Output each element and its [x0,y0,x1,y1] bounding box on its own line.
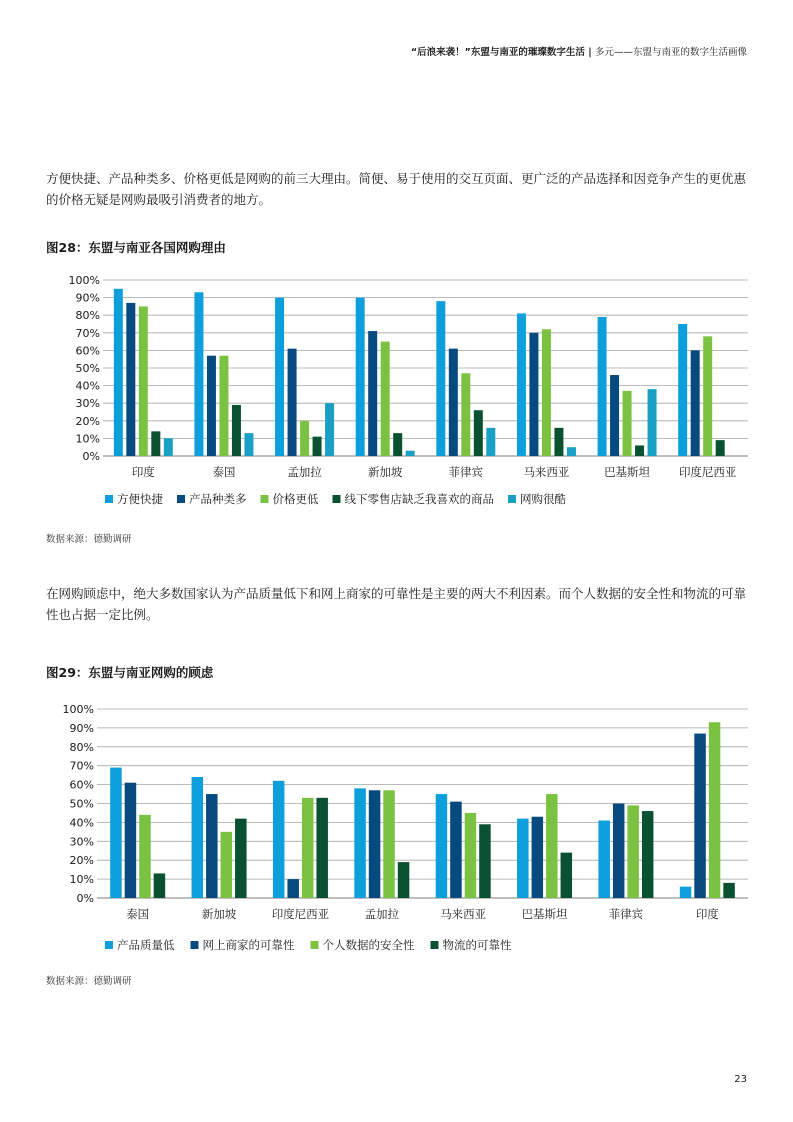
bar [313,437,322,456]
bar [479,824,491,898]
legend-swatch [177,495,185,503]
bar [383,790,395,898]
bar [125,783,137,898]
y-tick-label: 10% [69,873,94,887]
y-tick-label: 60% [69,778,94,792]
legend-swatch [191,941,199,949]
bar [691,350,700,456]
bar [368,331,377,456]
bar [627,805,639,898]
bar [114,289,123,456]
y-tick-label: 30% [75,397,100,411]
bar [648,389,657,456]
bar [302,798,314,898]
bar [232,405,241,456]
figure28-svg [40,268,760,518]
bar [610,375,619,456]
bar [381,342,390,456]
bar [642,811,654,898]
bar [164,438,173,456]
bar [110,768,122,898]
bar [532,817,544,898]
bar [461,373,470,456]
figure29-chart [40,698,760,963]
bar [151,431,160,456]
x-category-label: 新加坡 [201,907,237,921]
paragraph-online-shopping-concerns: 在网购顾虑中，绝大多数国家认为产品质量低下和网上商家的可靠性是主要的两大不利因素。而个人数据的安全性和物流的可靠性也占据一定比例。 [46,586,747,622]
legend-swatch [431,941,439,949]
page-number: 23 [734,1074,747,1085]
bar [288,349,297,456]
bar [561,853,573,898]
bar [598,317,607,456]
x-category-label: 印度尼西亚 [678,465,737,479]
bar [219,356,228,456]
x-category-label: 马来西亚 [523,465,570,479]
bar [207,356,216,456]
bar [235,819,247,898]
bar [406,451,415,456]
bar [300,421,309,456]
x-category-label: 菲律宾 [448,465,484,479]
y-tick-label: 70% [75,326,100,340]
legend-swatch [105,495,113,503]
bar [273,781,285,898]
x-category-label: 泰国 [212,465,236,479]
bar [206,794,218,898]
x-category-label: 巴基斯坦 [521,907,568,921]
bar [139,815,151,898]
header-title: “后浪来袭！”东盟与南亚的璀璨数字生活 [410,47,585,58]
x-category-label: 新加坡 [367,465,403,479]
y-tick-label: 40% [75,379,100,393]
legend-swatch [508,495,516,503]
bar [680,887,692,898]
legend-swatch [311,941,319,949]
paragraph-online-shopping-reasons: 方便快捷、产品种类多、价格更低是网购的前三大理由。简便、易于使用的交互页面、更广泛的产品选择和因竞争产生的更优惠的价格无疑是网购最吸引消费者的地方。 [46,171,747,207]
y-tick-label: 100% [62,703,94,716]
bar [709,722,721,898]
bar [316,798,328,898]
bar [517,313,526,456]
y-tick-label: 100% [68,274,100,287]
bar [126,303,135,456]
bar [598,821,610,898]
bar [221,832,233,898]
bar [486,428,495,456]
figure29-source: 数据来源：德勤调研 [46,976,132,987]
x-category-label: 马来西亚 [440,907,487,921]
bar [449,349,458,456]
y-tick-label: 0% [76,892,94,905]
legend-swatch [333,495,341,503]
y-tick-label: 90% [69,721,94,735]
bar [716,440,725,456]
legend-swatch [261,495,269,503]
y-tick-label: 10% [75,432,100,446]
bar [436,301,445,456]
figure28-chart [40,268,760,518]
y-tick-label: 30% [69,835,94,849]
figure29-svg [40,698,760,963]
bar [678,324,687,456]
y-tick-label: 20% [69,854,94,868]
bar [635,445,644,456]
bar [154,873,166,898]
figure28-title: 图28：东盟与南亚各国网购理由 [46,240,226,255]
legend-label: 网上商家的可靠性 [202,938,295,952]
bar [369,790,381,898]
x-category-label: 印度 [695,907,719,921]
x-category-label: 泰国 [126,907,150,921]
bar [703,336,712,456]
bar [139,306,148,456]
bar [287,879,299,898]
x-category-label: 孟加拉 [287,465,322,479]
legend-label: 物流的可靠性 [442,938,512,952]
legend-label: 线下零售店缺乏我喜欢的商品 [344,492,494,506]
bar [723,883,735,898]
header-separator: | [588,47,592,58]
x-category-label: 印度尼西亚 [271,907,330,921]
bar [450,802,462,898]
bar [275,298,284,456]
legend-label: 产品质量低 [117,938,175,952]
y-tick-label: 40% [69,816,94,830]
x-category-label: 巴基斯坦 [604,465,651,479]
bar [613,804,625,899]
x-category-label: 印度 [131,465,155,479]
legend-label: 方便快捷 [117,492,163,506]
bar [393,433,402,456]
bar [474,410,483,456]
legend-label: 网购很酷 [520,492,566,506]
bar [694,734,706,898]
y-tick-label: 20% [75,414,100,428]
legend-swatch [105,941,113,949]
bar [436,794,448,898]
y-tick-label: 80% [75,309,100,323]
header-subtitle: 多元——东盟与南亚的数字生活画像 [594,47,747,58]
legend-label: 产品种类多 [189,492,247,506]
y-tick-label: 0% [82,450,100,463]
x-category-label: 菲律宾 [608,907,644,921]
bar [465,813,477,898]
bar [529,333,538,456]
figure28-source: 数据来源：德勤调研 [46,534,132,545]
bar [546,794,558,898]
bar [542,329,551,456]
bar [325,403,334,456]
y-tick-label: 90% [75,291,100,305]
bar [554,428,563,456]
bar [398,862,410,898]
bar [567,447,576,456]
bar [192,777,204,898]
legend-label: 个人数据的安全性 [322,938,415,952]
bar [623,391,632,456]
x-category-label: 孟加拉 [364,907,400,921]
y-tick-label: 70% [69,759,94,773]
figure29-title: 图29：东盟与南亚网购的顾虑 [46,665,214,680]
bar [517,819,529,898]
bar [244,433,253,456]
bar [356,298,365,456]
y-tick-label: 50% [69,797,94,811]
page-header [411,44,747,58]
y-tick-label: 60% [75,344,100,358]
legend-label: 价格更低 [272,492,319,506]
y-tick-label: 80% [69,740,94,754]
y-tick-label: 50% [75,362,100,375]
bar [194,292,203,456]
bar [354,788,366,898]
